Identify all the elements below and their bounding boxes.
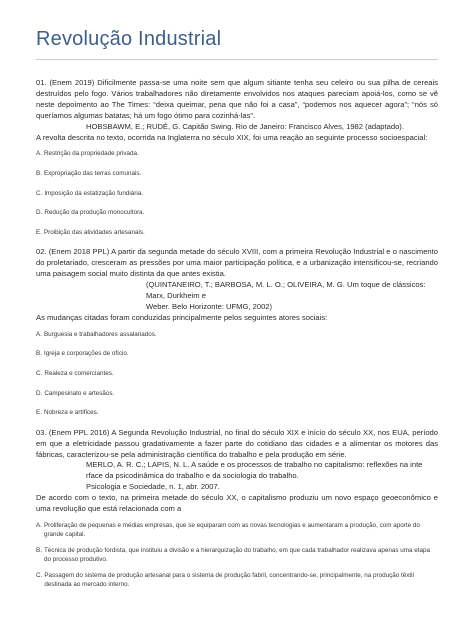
option-letter: A. xyxy=(36,521,42,529)
question-1-citation: HOBSBAWM, E.; RUDÉ, G. Capitão Swing. Rio de Janeiro: Francisco Alves, 1982 (adaptado). xyxy=(86,121,404,131)
option-letter: E. xyxy=(36,228,42,236)
question-3-prompt: De acordo com o texto, na primeira metade do século XX, o capitalismo produziu um novo espaço geoeconômico e uma revolução que está relacionada com a xyxy=(36,493,438,514)
option-text: Igreja e corporações de ofício. xyxy=(43,350,129,358)
option-text: Passagem do sistema de produção artesanal para o sistema de produção fabril, concentrando-se, principalmente, na produção têxtil destinada ao mercado interno. xyxy=(44,571,414,588)
option-c[interactable] xyxy=(36,369,438,378)
option-letter: C. xyxy=(36,189,43,197)
option-letter: B. xyxy=(36,546,42,554)
option-a[interactable] xyxy=(36,149,438,158)
title-divider xyxy=(36,59,438,60)
option-text: Restrição da propriedade privada. xyxy=(43,150,139,158)
option-text: Realeza e comerciantes. xyxy=(44,369,114,377)
option-text: Proliferação de pequenas e médias empresas, que se equiparam com as novas tecnologias e aumentaram a produção, com aporte do grande capital. xyxy=(43,521,420,538)
question-1 xyxy=(36,78,438,237)
question-1-prompt: A revolta descrita no texto, ocorrida na Inglaterra no século XIX, foi uma reação ao seguinte processo socioespacial: xyxy=(36,132,428,142)
question-2 xyxy=(36,247,438,417)
question-1-stem: 01. (Enem 2019) Dificilmente passa-se uma noite sem que algum sitiante tenha seu celeiro ou sua pilha de cereais destruídos pelo fogo. Vários trabalhadores não diretamente envolvidos nos ataques pareciam apoiá-los, como se vê neste depoimento ao The Times: “deixa queimar, pena que não foi a casa”, “podemos nos aquecer agora”; “nós só queríamos algumas batatas; há um fogo ótimo para cozinhá-las”. xyxy=(36,78,438,120)
option-letter: A. xyxy=(36,150,42,158)
question-3-citation-line-2: rface da psicodinâmica do trabalho e da sociologia do trabalho. xyxy=(86,471,299,481)
option-letter: D. xyxy=(36,209,43,217)
option-letter: A. xyxy=(36,330,42,338)
option-b[interactable] xyxy=(36,546,438,564)
option-b[interactable] xyxy=(36,169,438,178)
option-c[interactable] xyxy=(36,571,438,589)
question-3-stem: 03. (Enem PPL 2016) A Segunda Revolução Industrial, no final do século XIX e início do século XX, nos EUA, período em que a eletricidade passou gradativamente a fazer parte do cotidiano das cidades e a alimentar os motores das fábricas, caracterizou-se pela administração científica do trabalho e pela produção em série. xyxy=(36,427,438,459)
option-text: Burguesia e trabalhadores assalariados. xyxy=(43,330,157,338)
question-2-options xyxy=(36,330,438,417)
question-3-citation-line-1: MERLO, A. R. C.; LAPIS, N. L. A saúde e os processos de trabalho no capitalismo: reflexões na inte xyxy=(86,460,423,470)
option-text: Redução da produção monocultora. xyxy=(44,209,145,217)
option-e[interactable] xyxy=(36,408,438,417)
question-2-prompt: As mudanças citadas foram conduzidas principalmente pelos seguintes atores sociais: xyxy=(36,312,328,322)
option-letter: D. xyxy=(36,389,43,397)
option-a[interactable] xyxy=(36,521,438,539)
question-2-citation-line-2: Weber. Belo Horizonte: UFMG, 2002) xyxy=(146,301,273,311)
option-e[interactable] xyxy=(36,228,438,237)
option-d[interactable] xyxy=(36,208,438,217)
question-3-options xyxy=(36,521,438,589)
page-title: Revolução Industrial xyxy=(36,28,222,50)
option-c[interactable] xyxy=(36,189,438,198)
question-3-citation-line-3: Psicologia e Sociedade, n. 1, abr. 2007. xyxy=(86,482,220,492)
question-3 xyxy=(36,428,438,589)
option-letter: B. xyxy=(36,350,42,358)
option-letter: C. xyxy=(36,571,43,579)
option-text: Campesinato e artesãos. xyxy=(44,389,115,397)
option-b[interactable] xyxy=(36,349,438,358)
question-1-options xyxy=(36,149,438,236)
option-text: Proibição das atividades artesanais. xyxy=(43,228,145,236)
option-text: Técnica de produção fordista, que instituiu a divisão e a hierarquização do trabalho, em que cada trabalhador realizava apenas uma etapa do processo produtivo. xyxy=(43,546,431,563)
option-letter: B. xyxy=(36,170,42,178)
option-a[interactable] xyxy=(36,330,438,339)
option-text: Expropriação das terras comunais. xyxy=(43,170,142,178)
option-text: Imposição da estatização fundiária. xyxy=(44,189,144,197)
question-2-stem: 02. (Enem 2018 PPL) A partir da segunda metade do século XVIII, com a primeira Revolução Industrial e o nascimento do proletariado, cresceram as pressões por uma maior participação política, e a urbanização intensificou-se, recriando uma paisagem social muito distinta da que antes existia. xyxy=(36,247,438,279)
question-2-citation-line-1: (QUINTANEIRO, T.; BARBOSA, M. L. O.; OLIVEIRA, M. G. Um toque de clássicos: Marx, Durkheim e xyxy=(146,280,426,301)
option-letter: C. xyxy=(36,369,43,377)
option-letter: E. xyxy=(36,409,42,417)
option-d[interactable] xyxy=(36,389,438,398)
option-text: Nobreza e artífices. xyxy=(43,409,99,417)
